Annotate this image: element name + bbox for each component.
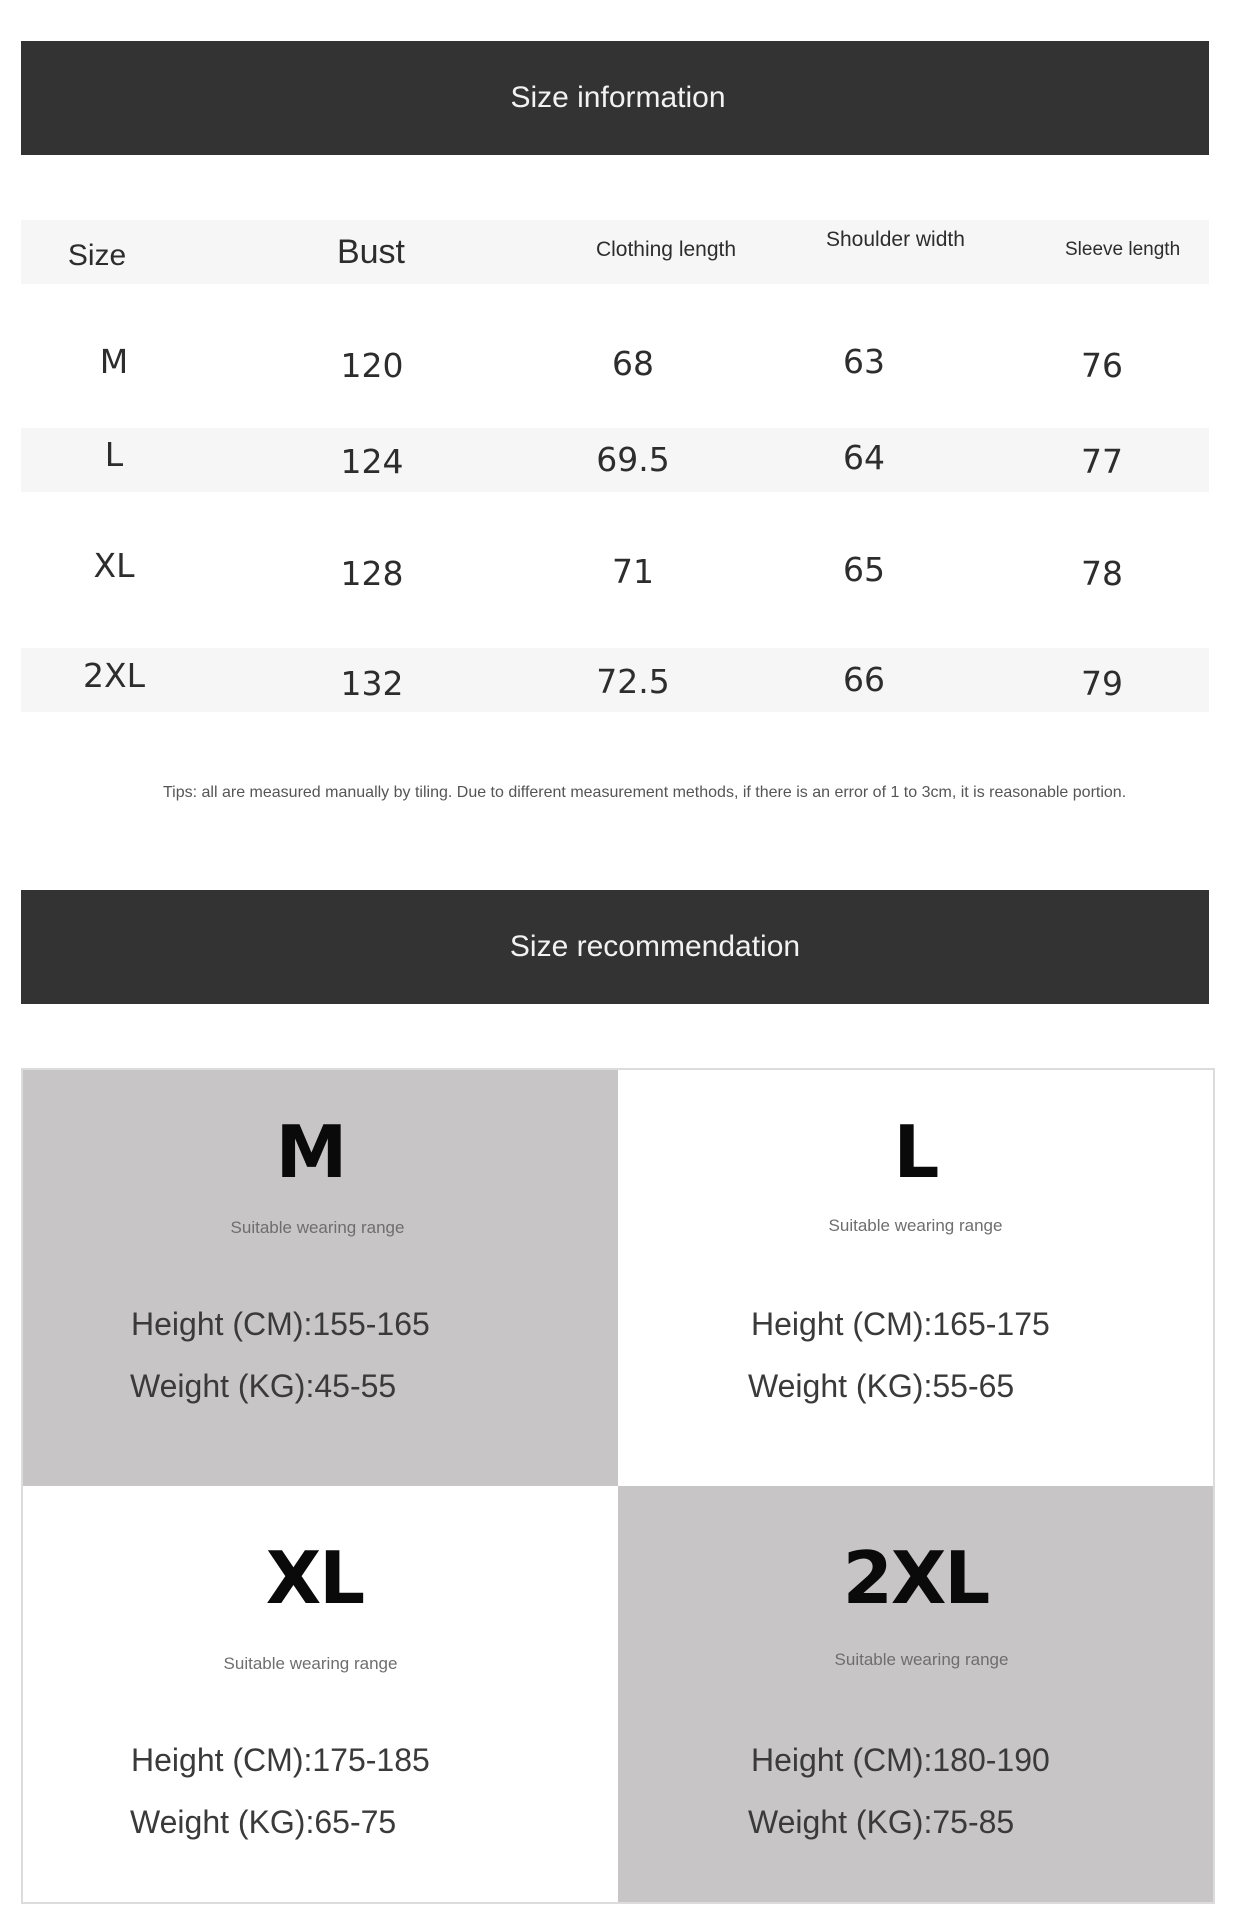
header-size: Size: [67, 239, 127, 272]
size-card-range-label: Suitable wearing range: [223, 1654, 398, 1673]
size-card-label: M: [275, 1110, 346, 1194]
cell-size: L: [104, 435, 124, 474]
cell-bust: 132: [340, 664, 404, 703]
size-card-label: L: [893, 1110, 938, 1194]
measurement-tips: Tips: all are measured manually by tiling. Due to different measurement methods, if there is an error of 1 to 3cm, it is reasonable portion.: [163, 784, 1127, 801]
cell-sleeve-length: 78: [1081, 554, 1123, 593]
cell-sleeve-length: 79: [1081, 664, 1123, 703]
cell-bust: 128: [340, 554, 404, 593]
size-card-range-label: Suitable wearing range: [834, 1650, 1009, 1669]
cell-shoulder-width: 63: [843, 342, 885, 381]
cell-sleeve-length: 77: [1081, 442, 1123, 481]
size-card-label: 2XL: [842, 1536, 989, 1620]
cell-shoulder-width: 65: [843, 550, 885, 589]
size-card-height: Height (CM):180-190: [751, 1742, 1050, 1778]
size-card-range-label: Suitable wearing range: [230, 1218, 405, 1237]
size-card-label: XL: [265, 1536, 364, 1620]
size-recommendation-title: Size recommendation: [509, 930, 801, 963]
size-card-range-label: Suitable wearing range: [828, 1216, 1003, 1235]
cell-bust: 124: [340, 442, 404, 481]
size-card-height: Height (CM):175-185: [131, 1742, 430, 1778]
size-card-weight: Weight (KG):55-65: [748, 1368, 1015, 1404]
cell-clothing-length: 69.5: [596, 440, 670, 479]
cell-size: M: [99, 342, 129, 381]
size-card-xl: [23, 1486, 618, 1902]
size-information-banner: [21, 41, 1209, 155]
cell-clothing-length: 68: [612, 344, 654, 383]
cell-size: XL: [93, 546, 135, 585]
cell-sleeve-length: 76: [1081, 346, 1123, 385]
cell-size: 2XL: [83, 656, 145, 695]
size-card-2xl: [618, 1486, 1213, 1902]
size-card-weight: Weight (KG):75-85: [748, 1804, 1015, 1840]
table-header-row: [21, 220, 1209, 284]
size-card-weight: Weight (KG):45-55: [130, 1368, 397, 1404]
header-sleeve-length: Sleeve length: [1065, 239, 1181, 260]
header-clothing-length: Clothing length: [595, 238, 737, 261]
table-row: [21, 648, 1209, 712]
table-row: [21, 428, 1209, 492]
cell-clothing-length: 71: [612, 552, 654, 591]
header-bust: Bust: [336, 233, 406, 271]
size-card-l: [618, 1070, 1213, 1486]
table-row: [21, 330, 1209, 394]
size-recommendation-grid: [21, 1068, 1215, 1904]
cell-shoulder-width: 66: [843, 660, 885, 699]
cell-bust: 120: [340, 346, 404, 385]
cell-shoulder-width: 64: [843, 438, 885, 477]
size-information-title: Size information: [510, 81, 726, 114]
size-card-weight: Weight (KG):65-75: [130, 1804, 397, 1840]
size-card-height: Height (CM):165-175: [751, 1306, 1050, 1342]
size-card-height: Height (CM):155-165: [131, 1306, 430, 1342]
cell-clothing-length: 72.5: [596, 662, 670, 701]
header-shoulder-width: Shoulder width: [826, 228, 965, 251]
table-row: [21, 540, 1209, 604]
size-recommendation-banner: [21, 890, 1209, 1004]
size-card-m: [23, 1070, 618, 1486]
